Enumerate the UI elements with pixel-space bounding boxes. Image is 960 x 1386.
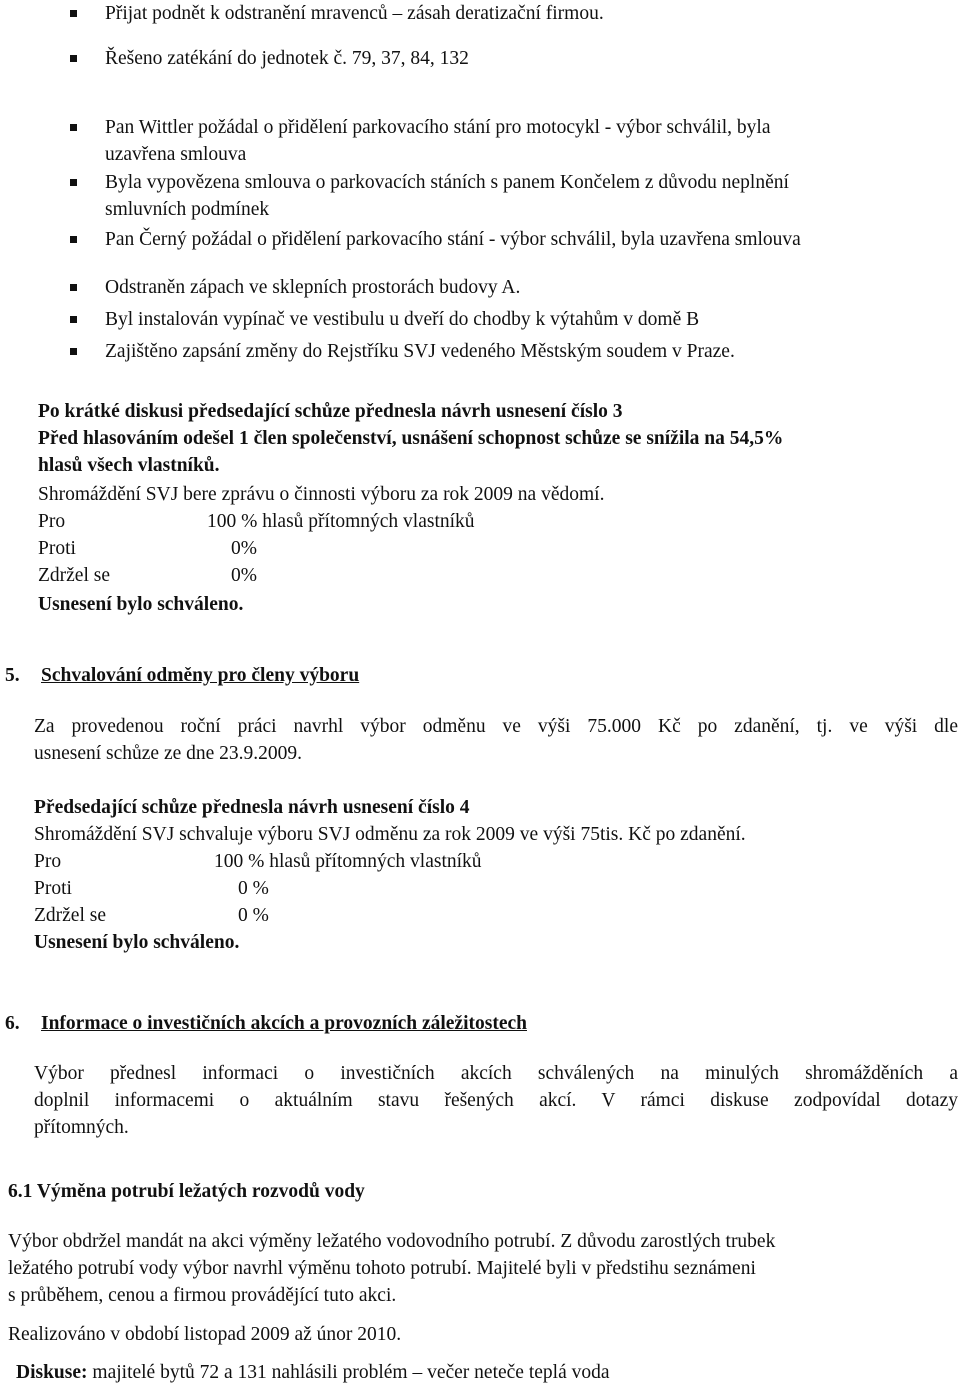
bullet-marker [70,316,77,323]
bullet-marker [70,10,77,17]
resolution-note-continuation: hlasů všech vlastníků. [38,455,220,476]
bullet-item: Pan Wittler požádal o přidělení parkovacího stání pro motocykl - výbor schválil, byla [105,117,771,138]
discussion-text: majitelé bytů 72 a 131 nahlásili problém – večer neteče teplá voda [87,1362,610,1383]
bullet-marker [70,236,77,243]
bullet-marker [70,124,77,131]
resolution-result: Usnesení bylo schváleno. [34,932,240,953]
resolution-note: Před hlasováním odešel 1 člen společenství, usnášení schopnost schůze se snížila na 54,5% [38,428,784,449]
vote-zdrzel-label: Zdržel se [38,565,111,586]
vote-proti-value: 0% [231,538,257,559]
section-number: 6. [5,1013,20,1034]
bullet-item: Byl instalován vypínač ve vestibulu u dveří do chodby k výtahům v domě B [105,309,700,330]
vote-zdrzel-value: 0% [231,565,257,586]
vote-zdrzel-value: 0 % [238,905,269,926]
resolution-result: Usnesení bylo schváleno. [38,594,244,615]
vote-pro-value: 100 % hlasů přítomných vlastníků [214,851,482,872]
section-paragraph: Výbor přednesl informaci o investičních akcích schválených na minulých shromážděních a [34,1063,958,1084]
section-paragraph-continuation: usnesení schůze ze dne 23.9.2009. [34,743,303,764]
subsection-paragraph: Výbor obdržel mandát na akci výměny ležatého vodovodního potrubí. Z důvodu zarostlých trubek [8,1231,776,1252]
bullet-item: Přijat podnět k odstranění mravenců – zásah deratizační firmou. [105,3,604,24]
section-title: Informace o investičních akcích a provozních záležitostech [41,1013,527,1034]
section-number: 5. [5,665,20,686]
resolution-text: Shromáždění SVJ schvaluje výboru SVJ odměnu za rok 2009 ve výši 75tis. Kč po zdanění. [34,824,746,845]
vote-proti-label: Proti [34,878,72,899]
resolution-heading: Předsedající schůze přednesla návrh usnesení číslo 4 [34,797,470,818]
bullet-item: Pan Černý požádal o přidělení parkovacího stání - výbor schválil, byla uzavřena smlouva [105,229,801,250]
section-title: Schvalování odměny pro členy výboru [41,665,360,686]
subsection-paragraph-continuation: ležatého potrubí vody výbor navrhl výměnu tohoto potrubí. Majitelé byli v předstihu seznámeni [8,1258,756,1279]
realization-period: Realizováno v období listopad 2009 až únor 2010. [8,1324,402,1345]
section-paragraph-end: přítomných. [34,1117,129,1138]
section-paragraph: Za provedenou roční práci navrhl výbor odměnu ve výši 75.000 Kč po zdanění, tj. ve výši dle [34,716,958,737]
vote-pro-label: Pro [38,511,66,532]
bullet-marker [70,179,77,186]
vote-pro-value: 100 % hlasů přítomných vlastníků [207,511,475,532]
bullet-item: Zajištěno zapsání změny do Rejstříku SVJ vedeného Městským soudem v Praze. [105,341,735,362]
subsection-title: 6.1 Výměna potrubí ležatých rozvodů vody [8,1181,365,1202]
vote-zdrzel-label: Zdržel se [34,905,107,926]
bullet-item-continuation: smluvních podmínek [105,199,270,220]
bullet-item: Byla vypovězena smlouva o parkovacích stáních s panem Končelem z důvodu neplnění [105,172,789,193]
bullet-item: Řešeno zatékání do jednotek č. 79, 37, 84, 132 [105,48,469,69]
vote-proti-value: 0 % [238,878,269,899]
bullet-item-continuation: uzavřena smlouva [105,144,247,165]
bullet-marker [70,284,77,291]
discussion-label: Diskuse: [16,1362,88,1383]
vote-proti-label: Proti [38,538,76,559]
discussion-line [16,1359,610,1386]
bullet-marker [70,348,77,355]
bullet-marker [70,55,77,62]
resolution-heading: Po krátké diskusi předsedající schůze přednesla návrh usnesení číslo 3 [38,401,623,422]
resolution-text: Shromáždění SVJ bere zprávu o činnosti výboru za rok 2009 na vědomí. [38,484,605,505]
section-paragraph-continuation: doplnil informacemi o aktuálním stavu řešených akcí. V rámci diskuse zodpovídal dotazy [34,1090,958,1111]
vote-pro-label: Pro [34,851,62,872]
subsection-paragraph-end: s průběhem, cenou a firmou provádějící tuto akci. [8,1285,397,1306]
bullet-item: Odstraněn zápach ve sklepních prostorách budovy A. [105,277,521,298]
